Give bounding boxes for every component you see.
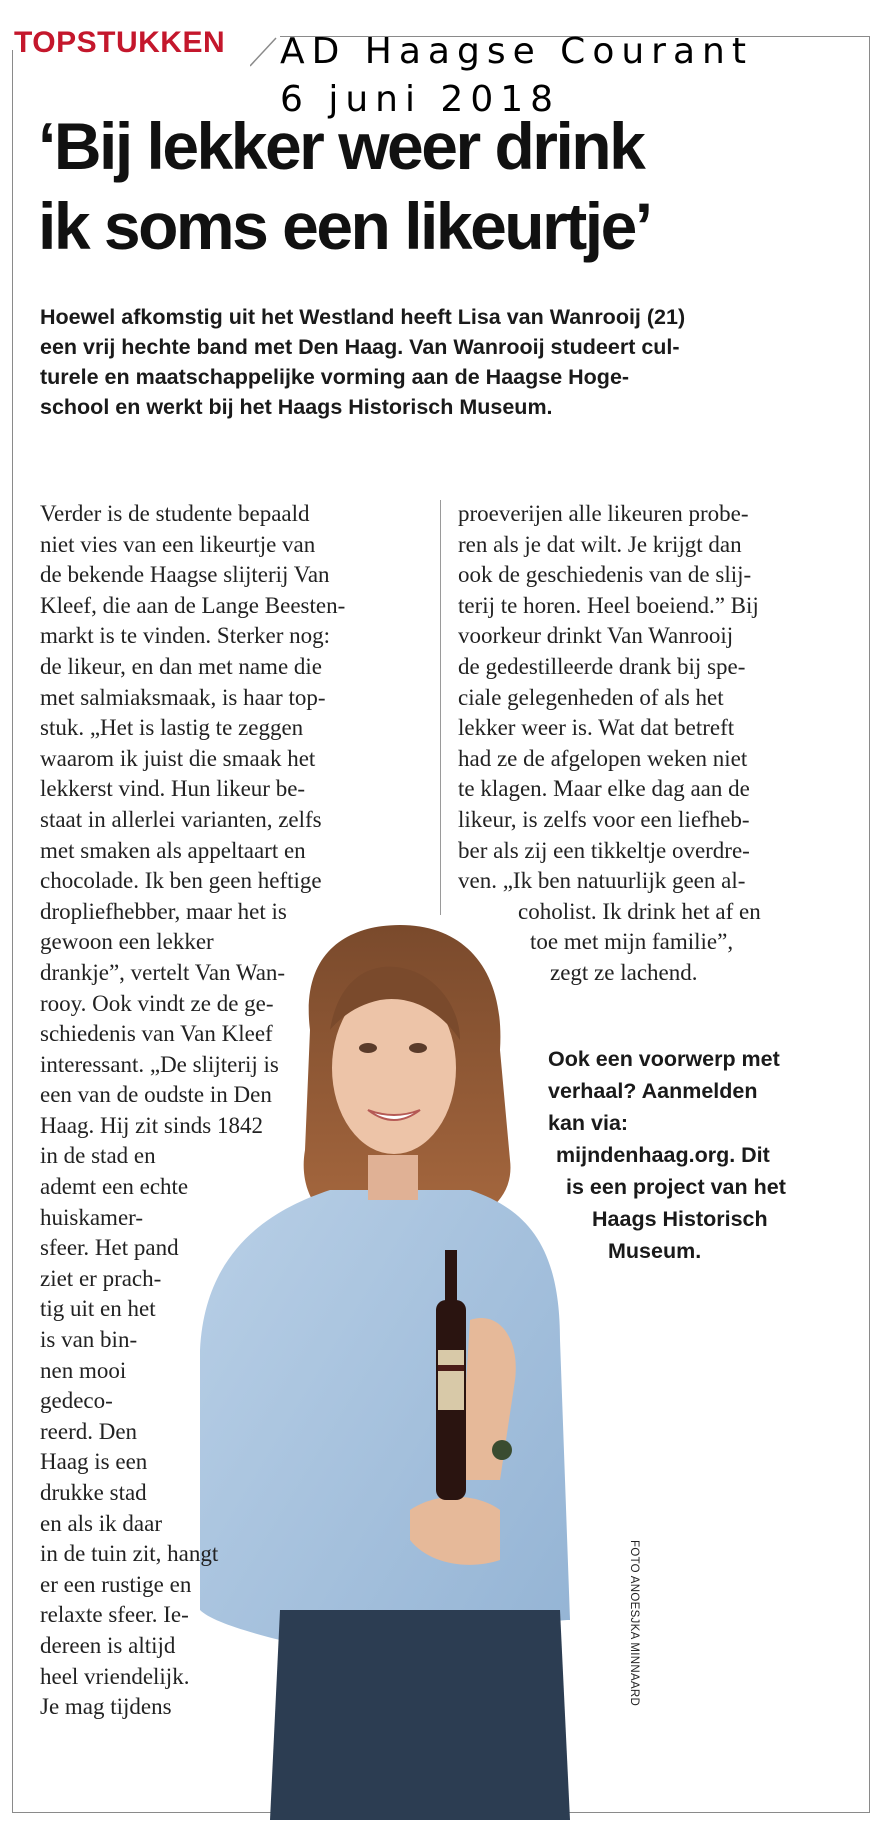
body-line: Haag. Hij zit sinds 1842	[40, 1112, 263, 1138]
body-line: sfeer. Het pand	[40, 1235, 179, 1261]
body-line: de bekende Haagse slijterij Van	[40, 562, 330, 588]
callout-line: Ook een voorwerp met	[548, 1047, 780, 1071]
section-tab-slant	[250, 30, 284, 80]
body-line: proeverijen alle likeuren probe-	[458, 501, 749, 526]
newspaper-source: AD Haagse Courant	[280, 31, 753, 72]
headline	[38, 106, 838, 266]
body-line: voorkeur drinkt Van Wanrooij	[458, 623, 734, 649]
body-line: chocolade. Ik ben geen heftige	[40, 868, 322, 894]
body-line: lekkerst vind. Hun likeur be-	[40, 776, 306, 802]
body-line: tig uit en het	[40, 1296, 156, 1322]
intro-line: turele en maatschappelijke vorming aan de Haagse Hoge-	[40, 365, 630, 389]
body-line: coholist. Ik drink het af en	[518, 898, 761, 924]
column-divider	[440, 500, 441, 915]
body-line: had ze de afgelopen weken niet	[458, 745, 748, 771]
intro-line: school en werkt bij het Haags Historisch Museum.	[40, 395, 553, 419]
body-line: dereen is altijd	[40, 1632, 176, 1658]
publication-date: 6 juni 2018	[280, 79, 561, 120]
body-line: in de stad en	[40, 1143, 156, 1169]
body-line: terij te horen. Heel boeiend.” Bij	[458, 592, 759, 618]
body-line: een van de oudste in Den	[40, 1082, 272, 1108]
body-line: rooy. Ook vindt ze de ge-	[40, 990, 274, 1016]
body-line: lekker weer is. Wat dat betreft	[458, 715, 735, 741]
body-line: heel vriendelijk.	[40, 1663, 190, 1689]
body-line: schiedenis van Van Kleef	[40, 1021, 273, 1047]
body-line: gewoon een lekker	[40, 929, 214, 955]
body-line: de likeur, en dan met name die	[40, 653, 322, 679]
body-line: gedeco-	[40, 1388, 113, 1414]
callout-line: Haags Historisch	[592, 1207, 768, 1231]
body-line: stuk. „Het is lastig te zeggen	[40, 715, 304, 741]
body-right-column	[458, 499, 761, 989]
body-line: drankje”, vertelt Van Wan-	[40, 959, 286, 985]
body-line: likeur, is zelfs voor een liefheb-	[458, 806, 750, 832]
body-line: de gedestilleerde drank bij spe-	[458, 653, 746, 679]
body-line: Haag is een	[40, 1449, 148, 1475]
body-line: met smaken als appeltaart en	[40, 837, 306, 863]
body-left-column	[40, 499, 345, 1723]
body-line: staat in allerlei varianten, zelfs	[40, 806, 322, 832]
body-line: relaxte sfeer. Ie-	[40, 1602, 189, 1628]
callout-line: Museum.	[608, 1239, 702, 1263]
body-line: huiskamer-	[40, 1204, 144, 1230]
photo-credit: FOTO ANOESJKA MINNAARD	[628, 1540, 640, 1707]
body-line: en als ik daar	[40, 1510, 162, 1536]
body-line: ren als je dat wilt. Je krijgt dan	[458, 531, 742, 557]
body-line: niet vies van een likeurtje van	[40, 531, 316, 557]
body-line: dropliefhebber, maar het is	[40, 898, 287, 924]
body-line: er een rustige en	[40, 1571, 192, 1597]
body-line: ber als zij een tikkeltje overdre-	[458, 837, 750, 863]
section-kicker: TOPSTUKKEN	[14, 26, 226, 59]
intro-paragraph	[40, 302, 840, 422]
headline-line: ‘Bij lekker weer drink	[38, 109, 644, 183]
body-line: waarom ik juist die smaak het	[40, 745, 316, 771]
body-line: in de tuin zit, hangt	[40, 1541, 219, 1567]
body-line: ook de geschiedenis van de slij-	[458, 562, 752, 588]
headline-line: ik soms een likeurtje’	[38, 189, 651, 263]
body-line: Kleef, die aan de Lange Beesten-	[40, 592, 346, 618]
body-line: toe met mijn familie”,	[530, 929, 734, 955]
body-line: met salmiaksmaak, is haar top-	[40, 684, 326, 710]
body-line: ademt een echte	[40, 1174, 189, 1200]
body-line: reerd. Den	[40, 1418, 138, 1444]
body-line: drukke stad	[40, 1480, 147, 1505]
body-line: Je mag tijdens	[40, 1694, 172, 1720]
body-line: ziet er prach-	[40, 1265, 162, 1291]
intro-line: Hoewel afkomstig uit het Westland heeft Lisa van Wanrooij (21)	[40, 305, 686, 329]
intro-line: een vrij hechte band met Den Haag. Van Wanrooij studeert cul-	[40, 335, 680, 359]
body-line: is van bin-	[40, 1327, 138, 1353]
body-line: markt is te vinden. Sterker nog:	[40, 623, 330, 649]
body-line: ciale gelegenheden of als het	[458, 684, 724, 710]
body-line: interessant. „De slijterij is	[40, 1051, 279, 1077]
body-line: te klagen. Maar elke dag aan de	[458, 776, 750, 802]
callout-box	[548, 1043, 786, 1267]
callout-line: mijndenhaag.org. Dit	[556, 1143, 770, 1167]
body-line: Verder is de studente bepaald	[40, 501, 310, 526]
callout-line: is een project van het	[566, 1175, 786, 1199]
body-line: zegt ze lachend.	[550, 959, 698, 985]
body-line: ven. „Ik ben natuurlijk geen al-	[458, 868, 746, 894]
callout-line: kan via:	[548, 1111, 629, 1135]
callout-line: verhaal? Aanmelden	[548, 1079, 758, 1103]
body-line: nen mooi	[40, 1357, 127, 1383]
